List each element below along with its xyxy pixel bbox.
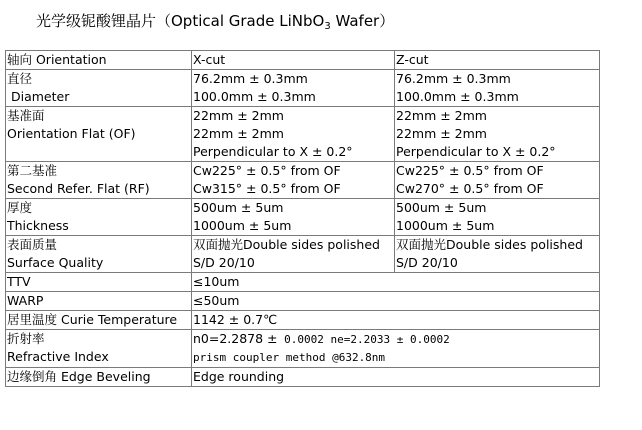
title-main: 光学级铌酸锂晶片（Optical Grade LiNbO [36, 12, 325, 30]
refractive-ne-tol: 0.0002 [403, 333, 450, 346]
flat-x-2: 22mm ± 2mm [193, 126, 284, 141]
thickness-label [6, 199, 192, 236]
thickness-x [192, 199, 395, 236]
second-flat-x-2: Cw315° ± 0.5° from OF [193, 181, 341, 196]
surface-x [192, 236, 395, 273]
thickness-label-zh: 厚度 [7, 200, 33, 215]
surface-label-en: Surface Quality [7, 255, 104, 270]
refractive-line-1 [193, 330, 599, 349]
thickness-z [395, 199, 600, 236]
spec-table [5, 50, 600, 387]
flat-label [6, 107, 192, 162]
surface-x-1: 双面抛光Double sides polished [193, 237, 380, 252]
thickness-label-en: Thickness [7, 218, 69, 233]
diameter-x-2: 100.0mm ± 0.3mm [193, 89, 316, 104]
thickness-z-1: 500um ± 5um [396, 200, 487, 215]
diameter-z-2: 100.0mm ± 0.3mm [396, 89, 519, 104]
refractive-line-2: prism coupler method @632.8nm [193, 351, 386, 364]
diameter-label-zh: 直径 [7, 71, 33, 86]
surface-x-2: S/D 20/10 [193, 255, 255, 270]
second-flat-label [6, 162, 192, 199]
refractive-ne: 0.0002 ne=2.2033 ± [277, 333, 404, 346]
flat-x-3: Perpendicular to X ± 0.2° [193, 144, 353, 159]
table-row-diameter [6, 70, 600, 107]
table-row-flat [6, 107, 600, 162]
beveling-label: 边缘倒角 Edge Beveling [6, 368, 192, 387]
flat-z-3: Perpendicular to X ± 0.2° [396, 144, 556, 159]
beveling-value: Edge rounding [192, 368, 600, 387]
surface-z-1: 双面抛光Double sides polished [396, 237, 583, 252]
diameter-z-1: 76.2mm ± 0.3mm [396, 71, 511, 86]
ttv-value: ≤10um [192, 273, 600, 292]
diameter-label-en: Diameter [7, 89, 70, 104]
second-flat-z-2: Cw270° ± 0.5° from OF [396, 181, 544, 196]
thickness-z-2: 1000um ± 5um [396, 218, 495, 233]
ttv-label: TTV [6, 273, 192, 292]
flat-x [192, 107, 395, 162]
diameter-x [192, 70, 395, 107]
table-row-thickness [6, 199, 600, 236]
second-flat-z-1: Cw225° ± 0.5° from OF [396, 163, 544, 178]
table-row-curie [6, 311, 600, 330]
header-x-cut: X-cut [192, 51, 395, 70]
table-row-surface [6, 236, 600, 273]
flat-z-1: 22mm ± 2mm [396, 108, 487, 123]
header-z-cut: Z-cut [395, 51, 600, 70]
refractive-label-en: Refractive Index [7, 349, 109, 364]
flat-label-en: Orientation Flat (OF) [7, 126, 136, 141]
refractive-n0: n0=2.2878 ± [193, 331, 278, 346]
table-row-ttv [6, 273, 600, 292]
second-flat-x-1: Cw225° ± 0.5° from OF [193, 163, 341, 178]
second-flat-label-en: Second Refer. Flat (RF) [7, 181, 150, 196]
flat-z [395, 107, 600, 162]
diameter-x-1: 76.2mm ± 0.3mm [193, 71, 308, 86]
diameter-label [6, 70, 192, 107]
flat-x-1: 22mm ± 2mm [193, 108, 284, 123]
table-row-refractive [6, 330, 600, 368]
refractive-label-zh: 折射率 [7, 331, 45, 346]
warp-value: ≤50um [192, 292, 600, 311]
refractive-value [192, 330, 600, 368]
curie-value: 1142 ± 0.7℃ [192, 311, 600, 330]
title-subscript: 3 [324, 21, 331, 32]
thickness-x-1: 500um ± 5um [193, 200, 284, 215]
page-title [36, 10, 394, 32]
thickness-x-2: 1000um ± 5um [193, 218, 292, 233]
curie-label: 居里温度 Curie Temperature [6, 311, 192, 330]
title-tail: Wafer） [330, 12, 395, 30]
second-flat-z [395, 162, 600, 199]
warp-label: WARP [6, 292, 192, 311]
refractive-label [6, 330, 192, 368]
surface-label [6, 236, 192, 273]
flat-z-2: 22mm ± 2mm [396, 126, 487, 141]
surface-z-2: S/D 20/10 [396, 255, 458, 270]
flat-label-zh: 基准面 [7, 108, 45, 123]
table-row-warp [6, 292, 600, 311]
header-orientation: 轴向 Orientation [6, 51, 192, 70]
table-row-beveling [6, 368, 600, 387]
table-row-second-flat [6, 162, 600, 199]
second-flat-x [192, 162, 395, 199]
table-row-header [6, 51, 600, 70]
diameter-z [395, 70, 600, 107]
second-flat-label-zh: 第二基准 [7, 163, 58, 178]
surface-z [395, 236, 600, 273]
surface-label-zh: 表面质量 [7, 237, 58, 252]
